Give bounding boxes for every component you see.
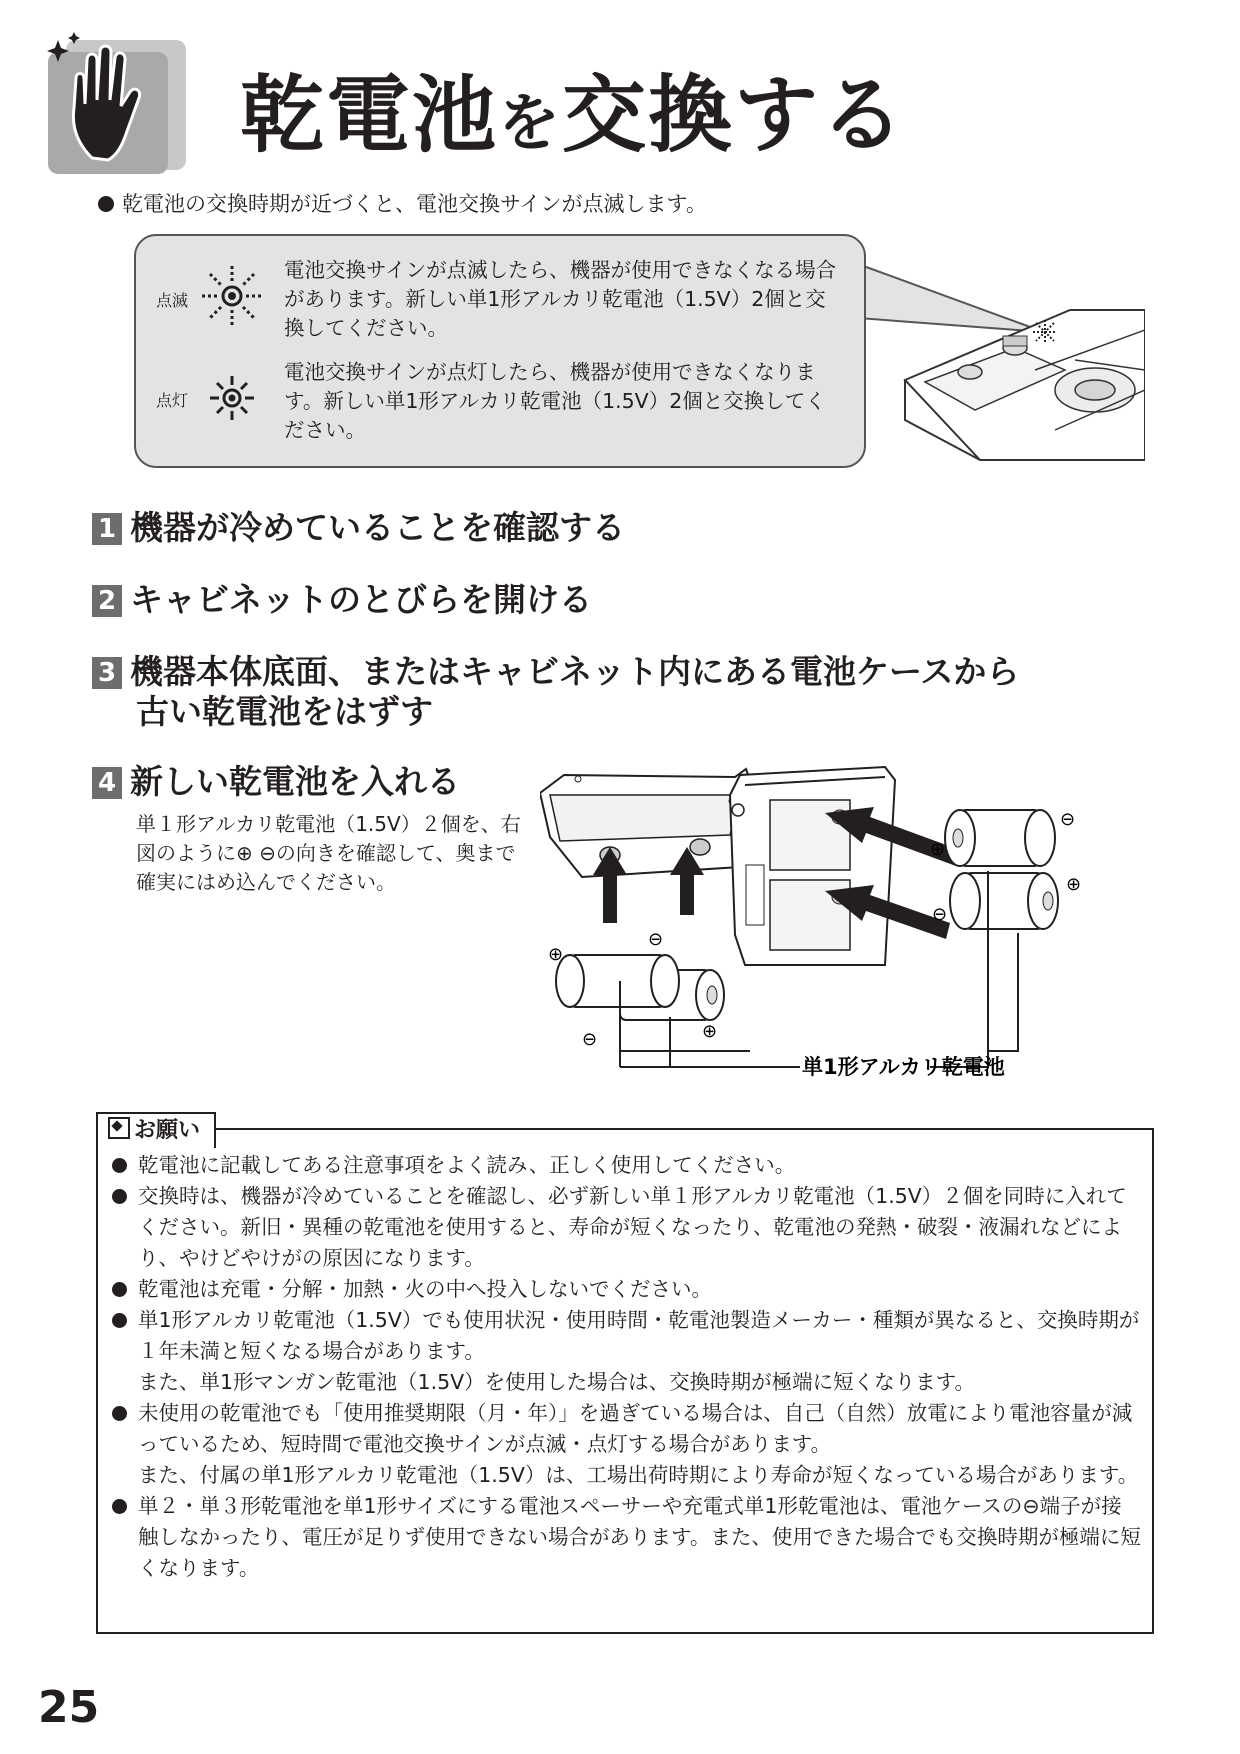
bullet-icon: [98, 196, 114, 212]
lit-description: 電池交換サインが点灯したら、機器が使用できなくなります。新しい単1形アルカリ乾電池（1.5V）2個と交換してください。: [284, 360, 826, 442]
title-tail: 交換する: [562, 65, 907, 164]
notice-item-text: 単1形アルカリ乾電池（1.5V）でも使用状況・使用時間・乾電池製造メーカー・種類が異なると、交換時期が１年未満と短くなる場合があります。: [138, 1308, 1140, 1363]
step-text: 機器が冷めていることを確認する: [130, 508, 625, 547]
battery-install-diagram: [540, 755, 1180, 1085]
step-text: 機器本体底面、またはキャビネット内にある電池ケースから: [130, 652, 1020, 691]
minus-mark: ⊖: [1060, 809, 1076, 830]
plus-mark: ⊕: [702, 1021, 718, 1042]
step-3: [92, 652, 1019, 692]
step-text: 新しい乾電池を入れる: [130, 762, 460, 801]
diamond-icon: [108, 1117, 130, 1139]
notice-tab: [96, 1112, 216, 1148]
step-text: キャビネットのとびらを開ける: [130, 580, 592, 619]
page-title: [240, 48, 906, 169]
blinking-sign-icon: [200, 264, 264, 328]
step-1: [92, 508, 625, 548]
plus-mark: ⊕: [548, 944, 564, 965]
step-number: 2: [92, 585, 122, 617]
hand-caution-icon: [44, 30, 190, 176]
intro-label: 乾電池の交換時期が近づくと、電池交換サインが点滅します。: [122, 192, 707, 216]
stove-illustration: [895, 300, 1145, 470]
step-4-description: 単１形アルカリ乾電池（1.5V）２個を、右図のように⊕ ⊖の向きを確認して、奥まで確実にはめ込んでください。: [136, 812, 521, 894]
blink-description: 電池交換サインが点滅したら、機器が使用できなくなる場合があります。新しい単1形アルカリ乾電池（1.5V）2個と交換してください。: [284, 258, 837, 340]
minus-mark: ⊖: [582, 1029, 598, 1050]
notice-item: 乾電池に記載してある注意事項をよく読み、正しく使用してください。: [112, 1150, 1142, 1181]
step-number: 4: [92, 767, 122, 799]
notice-item: 単２・単３形乾電池を単1形サイズにする電池スペーサーや充電式単1形乾電池は、電池ケースの⊖端子が接触しなかったり、電圧が足りず使用できない場合があります。また、使用できた場合でも交換時期が極端に短くなります。: [112, 1491, 1142, 1584]
plus-mark: ⊕: [930, 839, 946, 860]
title-particle: を: [498, 86, 563, 159]
step-2: [92, 580, 592, 620]
intro-text: [98, 188, 707, 218]
minus-mark: ⊖: [932, 904, 948, 925]
battery-right-bottom: [950, 873, 1058, 929]
step-number: 3: [92, 657, 122, 689]
notice-list: [112, 1150, 1142, 1584]
notice-item-extra: また、単1形マンガン乾電池（1.5V）を使用した場合は、交換時期が極端に短くなります。: [138, 1370, 976, 1394]
battery-left-front: [556, 955, 679, 1007]
minus-mark: ⊖: [648, 929, 664, 950]
notice-title: お願い: [134, 1118, 201, 1143]
battery-label: 単1形アルカリ乾電池: [802, 1055, 1005, 1079]
step-3-line2: 古い乾電池をはずす: [136, 692, 433, 731]
lit-label: 点灯: [156, 391, 189, 410]
blink-label: 点滅: [156, 291, 189, 310]
notice-item: [112, 1398, 1142, 1491]
step-number: 1: [92, 513, 122, 545]
notice-item-extra: また、付属の単1形アルカリ乾電池（1.5V）は、工場出荷時期により寿命が短くなっている場合があります。: [138, 1463, 1139, 1487]
notice-item: [112, 1305, 1142, 1398]
plus-mark: ⊕: [1066, 874, 1082, 895]
battery-sign-callout: [134, 234, 866, 468]
battery-right-top: [945, 810, 1055, 866]
lit-sign-icon: [206, 372, 258, 424]
notice-item: 交換時は、機器が冷めていることを確認し、必ず新しい単１形アルカリ乾電池（1.5V）２個を同時に入れてください。新旧・異種の乾電池を使用すると、寿命が短くなったり、乾電池の発熱・破裂・液漏れなどにより、やけどやけがの原因になります。: [112, 1181, 1142, 1274]
page-number: 25: [38, 1682, 100, 1733]
notice-item-text: 未使用の乾電池でも「使用推奨期限（月・年）」を過ぎている場合は、自己（自然）放電により電池容量が減っているため、短時間で電池交換サインが点滅・点灯する場合があります。: [138, 1401, 1133, 1456]
title-main: 乾電池: [240, 65, 499, 164]
step-4: [92, 762, 460, 802]
notice-item: 乾電池は充電・分解・加熱・火の中へ投入しないでください。: [112, 1274, 1142, 1305]
